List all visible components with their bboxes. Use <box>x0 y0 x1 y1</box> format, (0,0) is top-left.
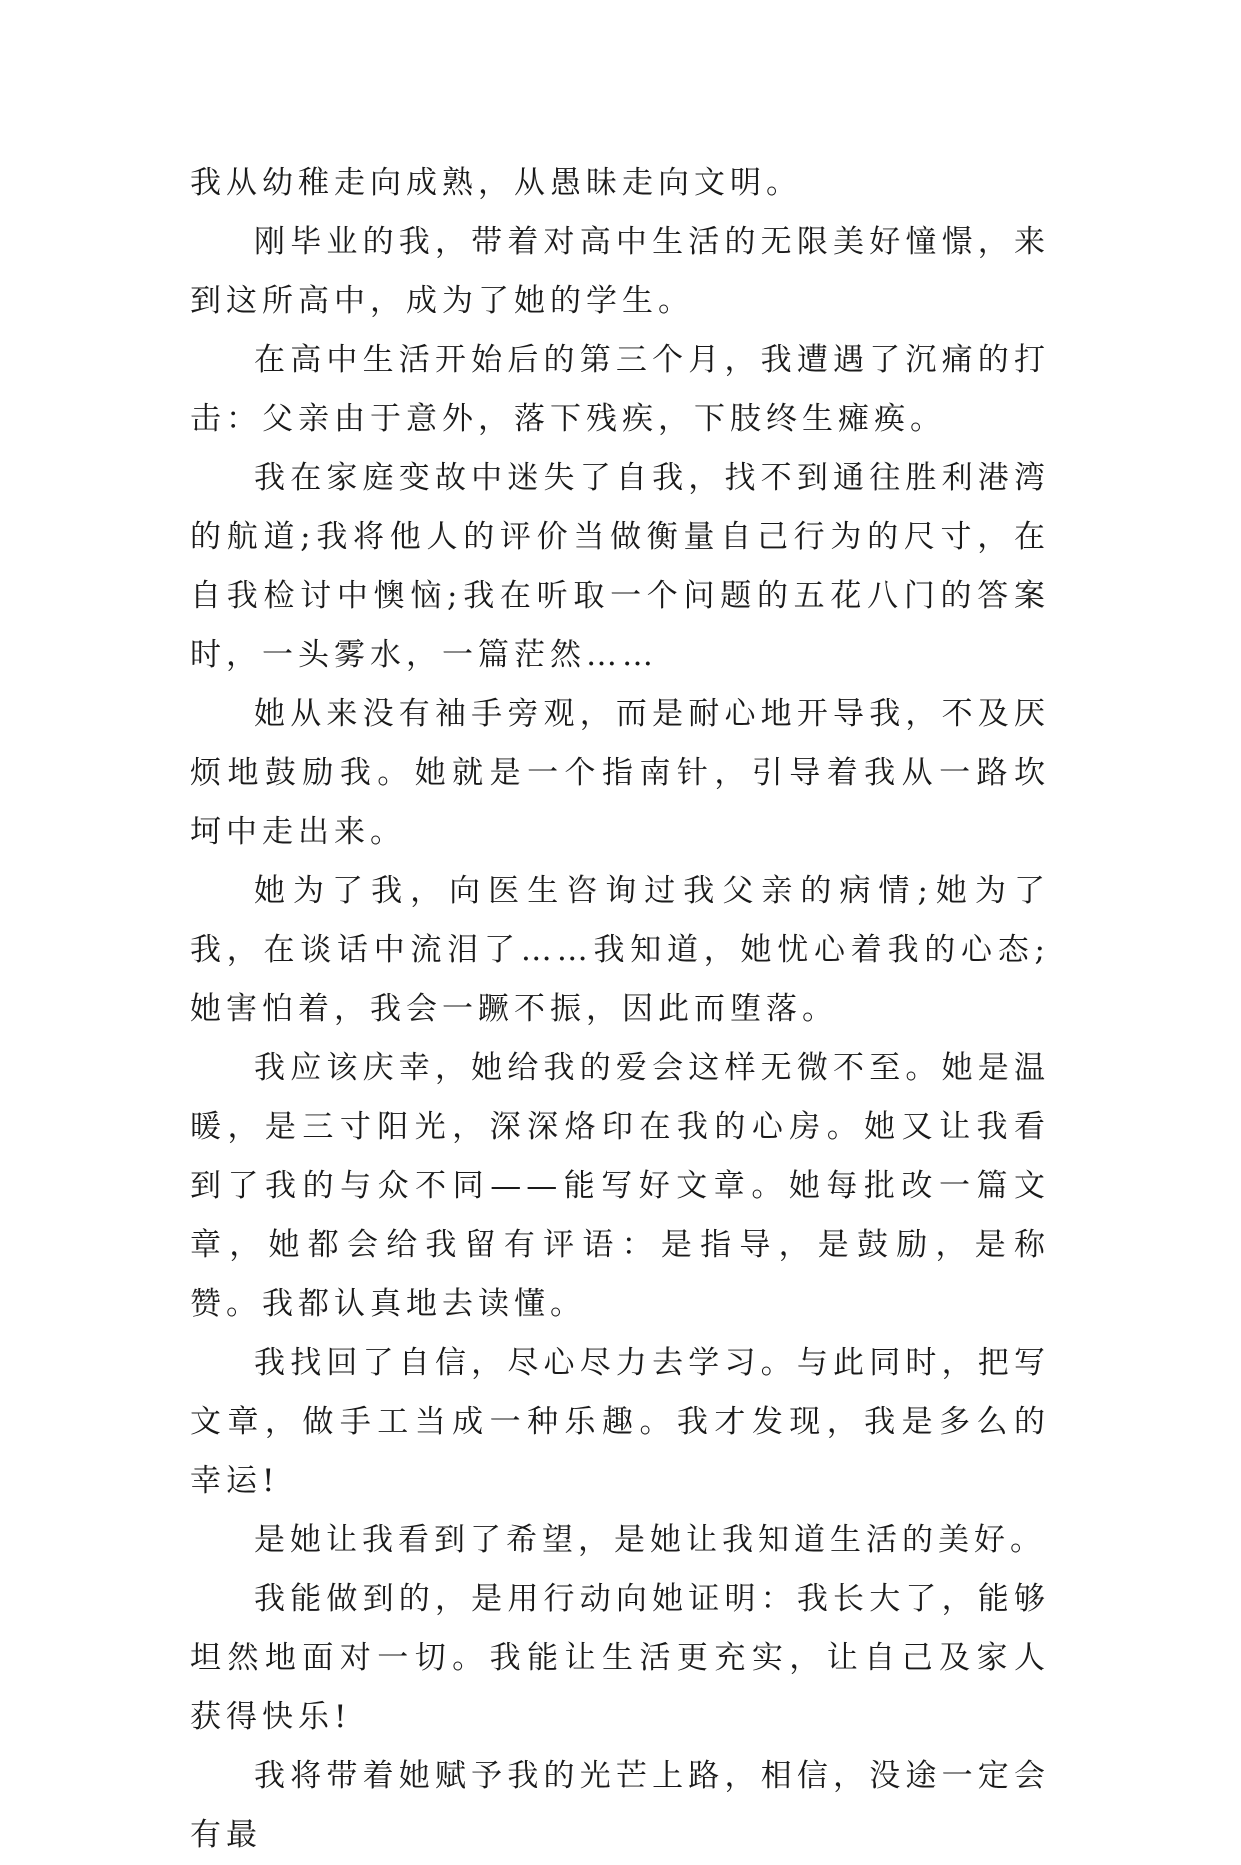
paragraph-4: 我在家庭变故中迷失了自我，找不到通往胜利港湾的航道;我将他人的评价当做衡量自己行为的尺寸，在自我检讨中懊恼;我在听取一个问题的五花八门的答案时，一头雾水，一篇茫然…… <box>190 460 1050 673</box>
paragraph-6: 她为了我，向医生咨询过我父亲的病情;她为了我，在谈话中流泪了……我知道，她忧心着我的心态;她害怕着，我会一蹶不振，因此而堕落。 <box>190 873 1050 1027</box>
document-body <box>190 154 1050 1865</box>
paragraph-8: 我找回了自信，尽心尽力去学习。与此同时，把写文章，做手工当成一种乐趣。我才发现，我是多么的幸运! <box>190 1345 1050 1499</box>
paragraph-7: 我应该庆幸，她给我的爱会这样无微不至。她是温暖，是三寸阳光，深深烙印在我的心房。她又让我看到了我的与众不同——能写好文章。她每批改一篇文章，她都会给我留有评语：是指导，是鼓励，是称赞。我都认真地去读懂。 <box>190 1050 1050 1322</box>
paragraph-11: 我将带着她赋予我的光芒上路，相信，没途一定会有最 <box>190 1758 1050 1853</box>
paragraph-1: 我从幼稚走向成熟，从愚昧走向文明。 <box>190 165 802 201</box>
paragraph-2: 刚毕业的我，带着对高中生活的无限美好憧憬，来到这所高中，成为了她的学生。 <box>190 224 1050 319</box>
paragraph-9: 是她让我看到了希望，是她让我知道生活的美好。 <box>254 1522 1046 1558</box>
paragraph-3: 在高中生活开始后的第三个月，我遭遇了沉痛的打击：父亲由于意外，落下残疾，下肢终生瘫痪。 <box>190 342 1050 437</box>
paragraph-5: 她从来没有袖手旁观，而是耐心地开导我，不及厌烦地鼓励我。她就是一个指南针，引导着我从一路坎坷中走出来。 <box>190 696 1050 850</box>
paragraph-10: 我能做到的，是用行动向她证明：我长大了，能够坦然地面对一切。我能让生活更充实，让自己及家人获得快乐! <box>190 1581 1050 1735</box>
